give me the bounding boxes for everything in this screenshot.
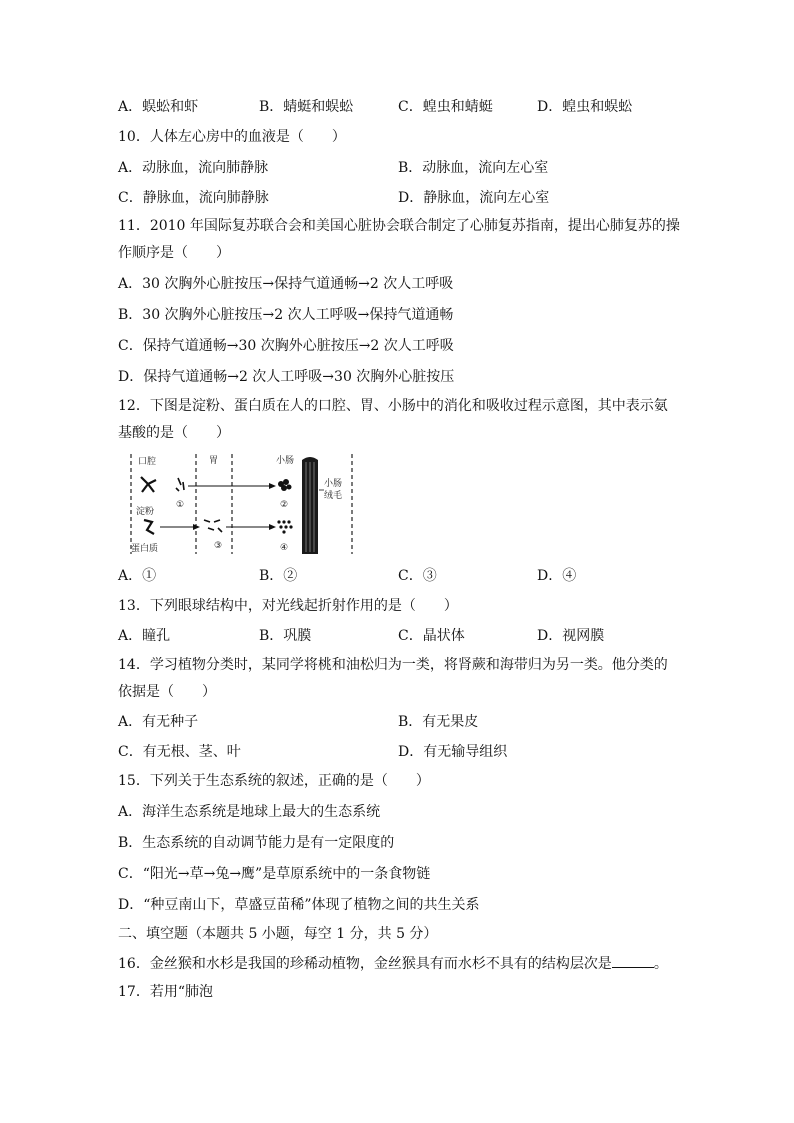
q11-stem-line1: 11．2010 年国际复苏联合会和美国心脏协会联合制定了心肺复苏指南，提出心肺复苏的操 [118,218,680,234]
q17-stem: 17．若用“肺泡 [118,984,213,1000]
marker-1: ① [176,500,185,510]
q13-option-d: D．视网膜 [537,628,605,644]
label-starch: 淀粉 [136,507,155,517]
q9-option-b: B．蜻蜓和蜈蚣 [259,99,354,115]
maltose-fragment [176,478,184,491]
q10-option-d: D．静脉血，流向左心室 [398,190,550,206]
q11-option-b: B．30 次胸外心脏按压→2 次人工呼吸→保持气道通畅 [118,307,454,323]
q9-option-d: D．蝗虫和蜈蚣 [537,99,633,115]
q12-option-c: C．③ [398,568,437,584]
q14-option-b: B．有无果皮 [398,714,479,730]
starch-molecule [141,477,156,492]
q11-option-d: D．保持气道通畅→2 次人工呼吸→30 次胸外心脏按压 [118,369,455,385]
q16-stem-end: 。 [653,956,668,972]
q10-option-a: A．动脉血，流向肺静脉 [118,160,269,176]
section2-heading: 二、填空题（本题共 5 小题，每空 1 分，共 5 分） [118,926,438,942]
q12-option-d: D．④ [537,568,577,584]
q15-option-b: B．生态系统的自动调节能力是有一定限度的 [118,835,395,851]
marker-3: ③ [214,541,223,551]
q16-stem [118,953,668,973]
label-villi-1: 小肠 [324,479,343,489]
q12-stem-line2: 基酸的是（ ） [118,425,230,441]
q16-stem-text: 16．金丝猴和水杉是我国的珍稀动植物，金丝猴具有而水杉不具有的结构层次是 [118,956,612,972]
q15-option-d: D．“种豆南山下，草盛豆苗稀”体现了植物之间的共生关系 [118,897,480,913]
amino-acid-cluster [277,520,292,533]
villi-column [302,457,318,554]
label-small-intestine: 小肠 [276,456,295,466]
arrow-starch-head [269,483,276,489]
q14-stem-line2: 依据是（ ） [118,684,216,700]
marker-4: ④ [280,543,289,553]
label-oral: 口腔 [138,457,157,467]
q13-stem: 13．下列眼球结构中，对光线起折射作用的是（ ） [118,598,458,614]
label-protein: 蛋白质 [131,544,159,554]
digestion-diagram [126,452,358,556]
glucose-cluster [278,479,292,491]
label-villi-2: 绒毛 [324,491,343,501]
q13-option-b: B．巩膜 [259,628,312,644]
q9-option-c: C．蝗虫和蜻蜓 [398,99,493,115]
q15-stem: 15．下列关于生态系统的叙述，正确的是（ ） [118,773,430,789]
q16-answer-blank[interactable] [612,953,654,968]
q11-option-c: C．保持气道通畅→30 次胸外心脏按压→2 次人工呼吸 [118,338,454,354]
q13-option-c: C．晶状体 [398,628,465,644]
q13-option-a: A．瞳孔 [118,628,171,644]
q11-option-a: A．30 次胸外心脏按压→保持气道通畅→2 次人工呼吸 [118,276,454,292]
label-stomach: 胃 [209,456,219,466]
q10-stem: 10．人体左心房中的血液是（ ） [118,129,346,145]
q15-option-a: A．海洋生态系统是地球上最大的生态系统 [118,804,381,820]
q15-option-c: C．“阳光→草→兔→鹰”是草原系统中的一条食物链 [118,866,431,882]
arrow-protein-2-head [269,524,276,530]
q12-option-b: B．② [259,568,298,584]
q10-option-b: B．动脉血，流向左心室 [398,160,549,176]
polypeptide-fragment [204,520,222,532]
marker-2: ② [280,500,289,510]
q12-stem-line1: 12．下图是淀粉、蛋白质在人的口腔、胃、小肠中的消化和吸收过程示意图，其中表示氨 [118,398,668,414]
q10-option-c: C．静脉血，流向肺静脉 [118,190,269,206]
q11-stem-line2: 作顺序是（ ） [118,245,230,261]
protein-molecule [144,520,154,534]
q14-option-a: A．有无种子 [118,714,199,730]
q12-option-a: A．① [118,568,157,584]
q14-option-c: C．有无根、茎、叶 [118,744,241,760]
q14-option-d: D．有无输导组织 [398,744,508,760]
q14-stem-line1: 14．学习植物分类时，某同学将桃和油松归为一类，将肾蕨和海带归为另一类。他分类的 [118,657,668,673]
q9-option-a: A．蜈蚣和虾 [118,99,199,115]
